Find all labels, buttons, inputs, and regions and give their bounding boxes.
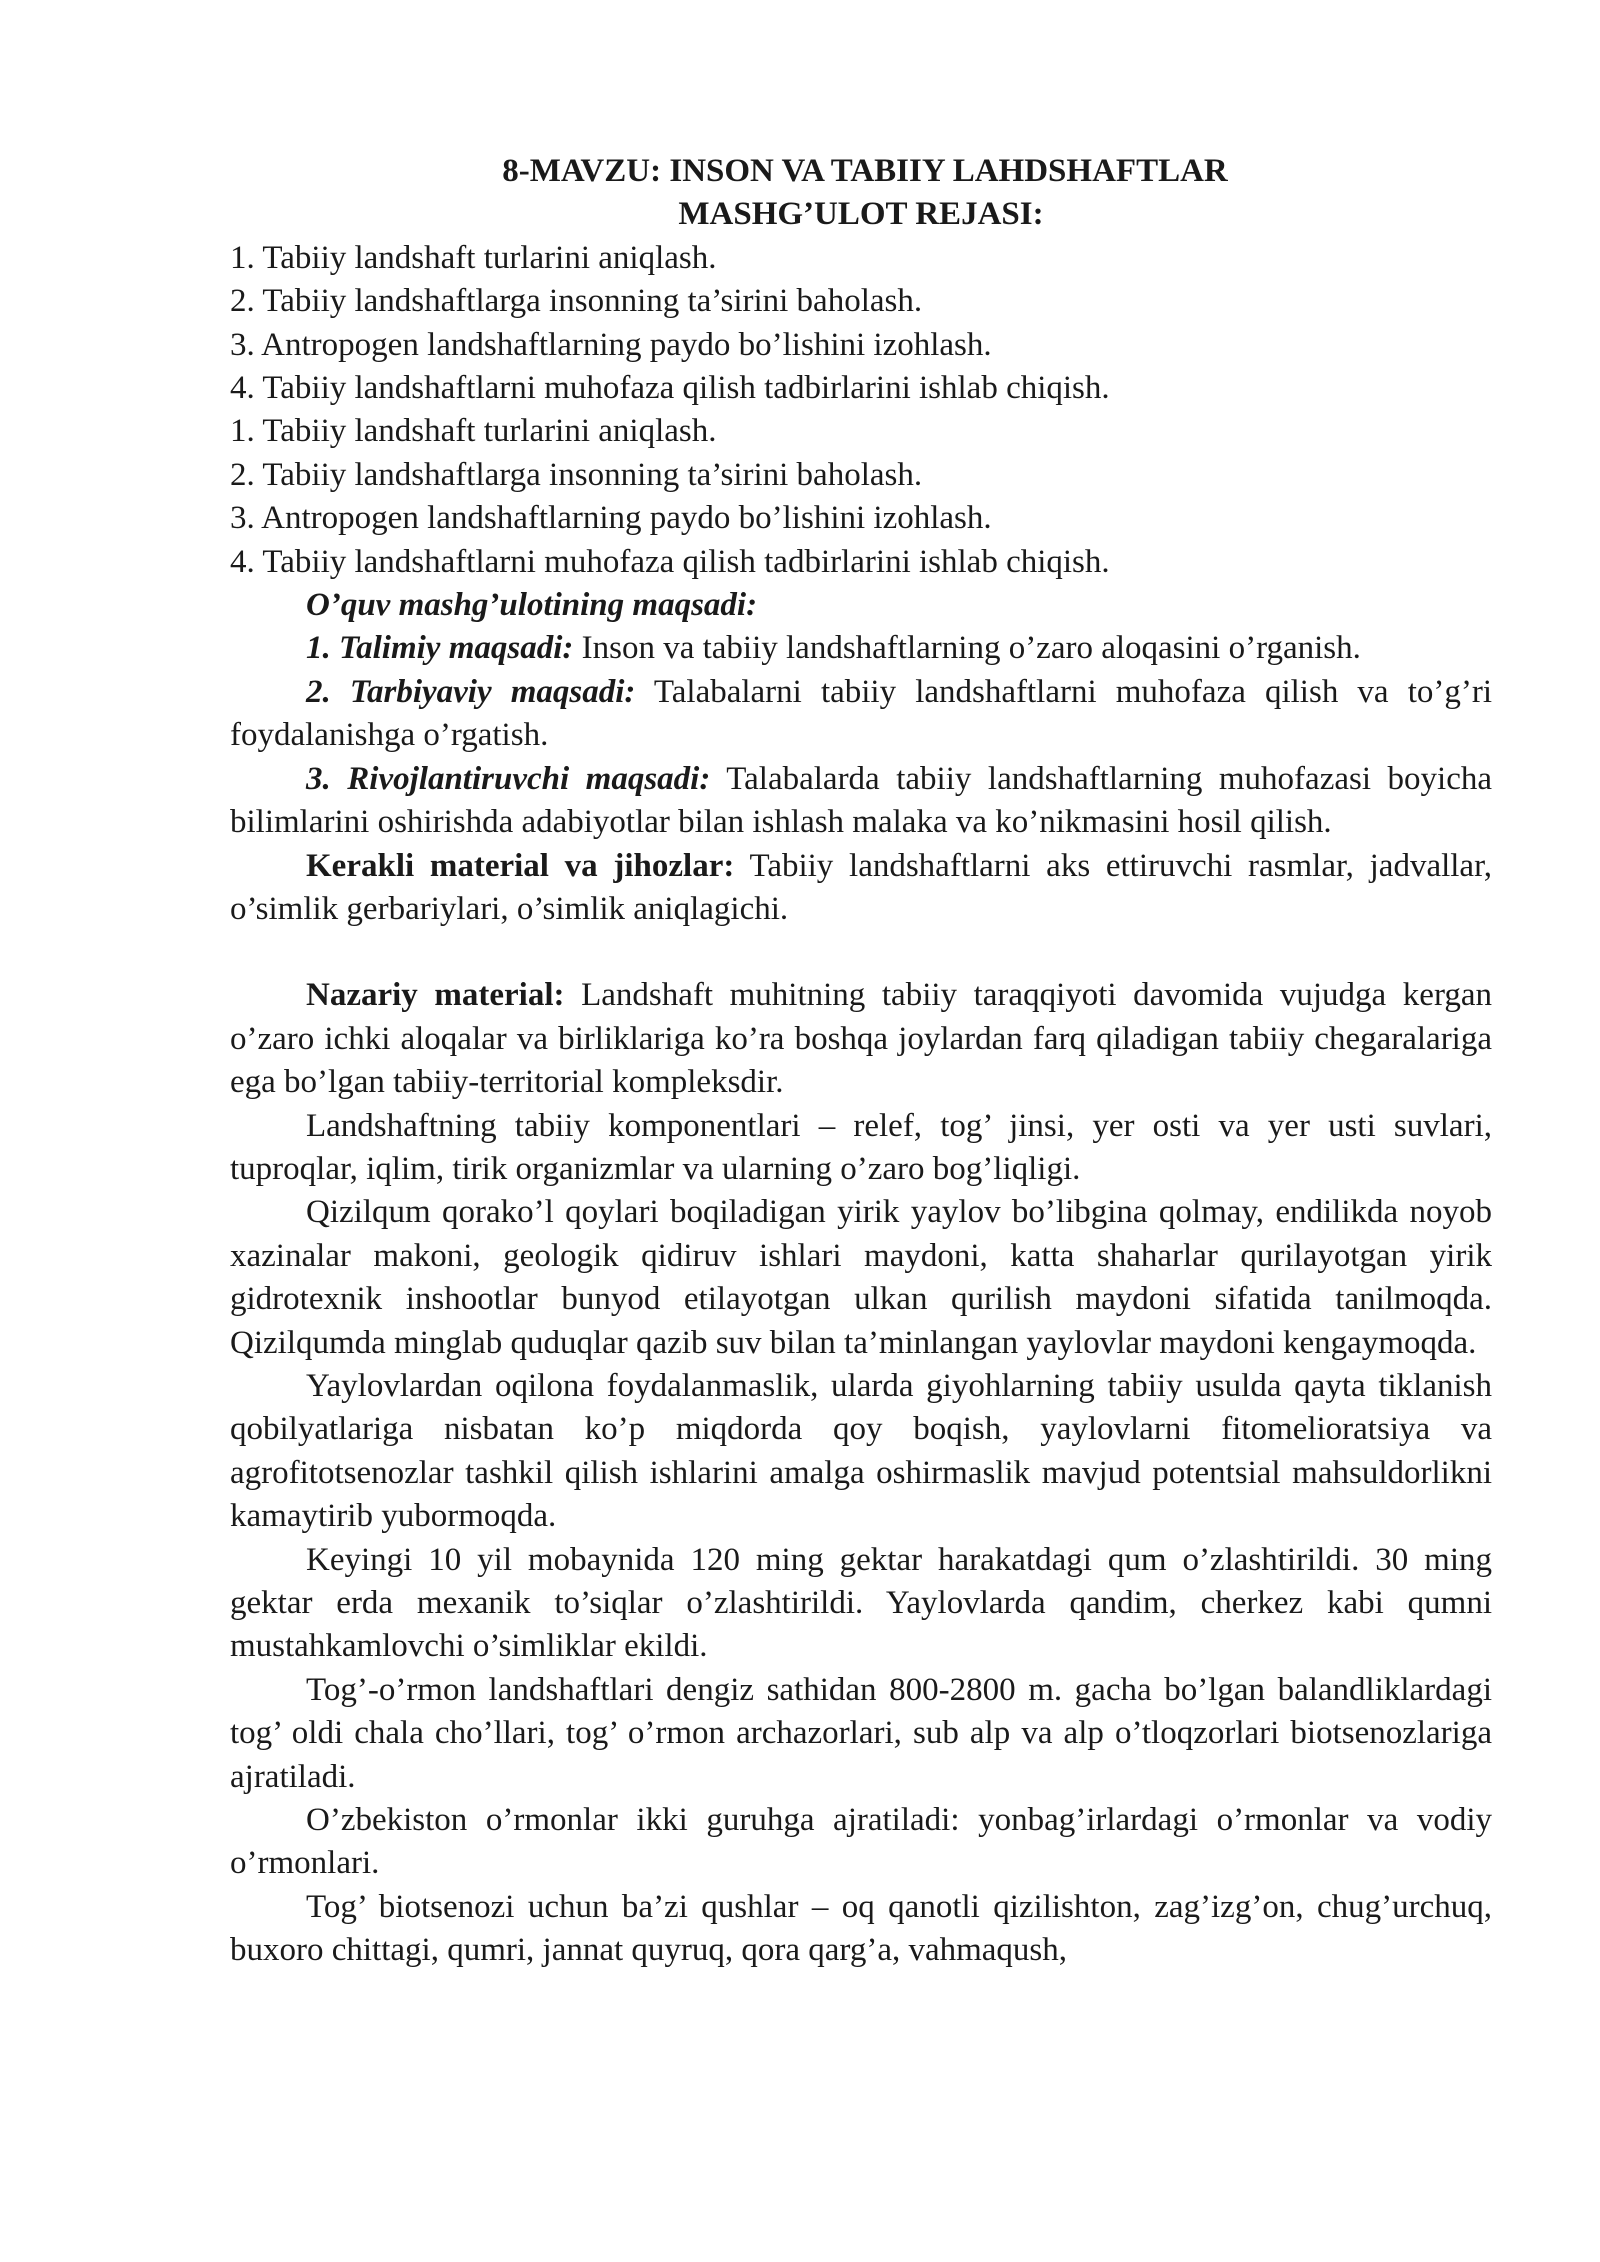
plan-item: 2. Tabiiy landshaftlarga insonning ta’sirini baholash. xyxy=(230,456,923,493)
body-paragraph: Yaylovlardan oqilona foydalanmaslik, ularda giyohlarning tabiiy usulda qayta tiklanish qobilyatlariga nisbatan ko’p miqdorda qoy boqish, yaylovlarni fitomelioratsiya va agrofitotsenozlar tashkil qilish ishlarini amalga oshirmaslik mavjud potentsial mahsuldorlikni kamaytirib yubormoqda. xyxy=(230,1367,1492,1535)
plan-item: 3. Antropogen landshaftlarning paydo bo’lishini izohlash. xyxy=(230,500,992,537)
goal-text: Inson va tabiiy landshaftlarning o’zaro aloqasini o’rganish. xyxy=(573,630,1361,667)
materials-paragraph xyxy=(230,845,1492,932)
plan-item: 3. Antropogen landshaftlarning paydo bo’lishini izohlash. xyxy=(230,326,992,363)
lesson-plan-list xyxy=(230,237,1492,584)
document-page xyxy=(230,150,1492,1973)
body-paragraph: O’zbekiston o’rmonlar ikki guruhga ajratiladi: yonbag’irlardagi o’rmonlar va vodiy o’rmonlari. xyxy=(230,1802,1492,1882)
plan-item: 1. Tabiiy landshaft turlarini aniqlash. xyxy=(230,239,717,276)
plan-item: 4. Tabiiy landshaftlarni muhofaza qilish tadbirlarini ishlab chiqish. xyxy=(230,370,1110,407)
goal-educational xyxy=(230,627,1492,670)
plan-heading: MASHG’ULOT REJASI: xyxy=(678,196,1044,233)
goal-text: Talabalarni tabiiy landshaftlarni muhofaza qilish va to’g’ri foydalanishga o’rgatish. xyxy=(230,673,1492,754)
body-paragraph: Keyingi 10 yil mobaynida 120 ming gektar harakatdagi qum o’zlashtirildi. 30 ming gektar erda mexanik to’siqlar o’zlashtirildi. Yaylovlarda qandim, cherkez kabi qumni mustahkamlovchi o’simliklar ekildi. xyxy=(230,1541,1492,1665)
body-paragraph: Landshaftning tabiiy komponentlari – relef, tog’ jinsi, yer osti va yer usti suvlari, tuproqlar, iqlim, tirik organizmlar va ularning o’zaro bog’liqligi. xyxy=(230,1107,1492,1187)
body-paragraph: Tog’ biotsenozi uchun ba’zi qushlar – oq qanotli qizilishton, zag’izg’on, chug’urchuq, buxoro chittagi, qumri, jannat quyruq, qora qarg’a, vahmaqush, xyxy=(230,1888,1492,1969)
plan-item: 1. Tabiiy landshaft turlarini aniqlash. xyxy=(230,413,717,450)
theory-text: Landshaft muhitning tabiiy taraqqiyoti davomida vujudga kergan o’zaro ichki aloqalar va birliklariga ko’ra boshqa joylardan farq qiladigan tabiiy chegaralariga ega bo’lgan tabiiy-territorial kompleksdir. xyxy=(230,977,1492,1101)
body-paragraph: Tog’-o’rmon landshaftlari dengiz sathidan 800-2800 m. gacha bo’lgan balandliklardagi tog’ oldi chala cho’llari, tog’ o’rmon archazorlari, sub alp va alp o’tloqzorlari biotsenozlariga ajratiladi. xyxy=(230,1671,1492,1795)
theory-label: Nazariy material: xyxy=(306,977,565,1014)
topic-title: 8-MAVZU: INSON VA TABIIY LAHDSHAFTLAR xyxy=(502,153,1228,189)
materials-label: Kerakli material va jihozlar: xyxy=(306,847,735,884)
materials-text: Tabiiy landshaftlarni aks ettiruvchi rasmlar, jadvallar, o’simlik gerbariylari, o’simlik aniqlagichi. xyxy=(230,847,1492,927)
goal-label: 2. Tarbiyaviy maqsadi: xyxy=(306,673,636,710)
body-paragraph: Qizilqum qorako’l qoylari boqiladigan yirik yaylov bo’libgina qolmay, endilikda noyob xazinalar makoni, geologik qidiruv ishlari maydoni, katta shaharlar qurilayotgan yirik gidrotexnik inshootlar bunyod etilayotgan ulkan qurilish maydoni sifatida tanilmoqda. Qizilqumda minglab quduqlar qazib suv bilan ta’minlangan yaylovlar maydoni kengaymoqda. xyxy=(230,1194,1492,1361)
plan-item: 4. Tabiiy landshaftlarni muhofaza qilish tadbirlarini ishlab chiqish. xyxy=(230,543,1110,580)
theory-paragraph xyxy=(230,974,1492,1104)
goal-label: 1. Talimiy maqsadi: xyxy=(306,630,574,667)
goal-text: Talabalarda tabiiy landshaftlarning muhofazasi boyicha bilimlarini oshirishda adabiyotlar bilan ishlash malaka va ko’nikmasini hosil qilish. xyxy=(230,760,1492,841)
goal-upbringing xyxy=(230,671,1492,758)
goal-label: 3. Rivojlantiruvchi maqsadi: xyxy=(306,760,711,797)
plan-item: 2. Tabiiy landshaftlarga insonning ta’sirini baholash. xyxy=(230,283,923,320)
goal-developmental xyxy=(230,758,1492,845)
goals-heading: O’quv mashg’ulotining maqsadi: xyxy=(306,587,758,624)
